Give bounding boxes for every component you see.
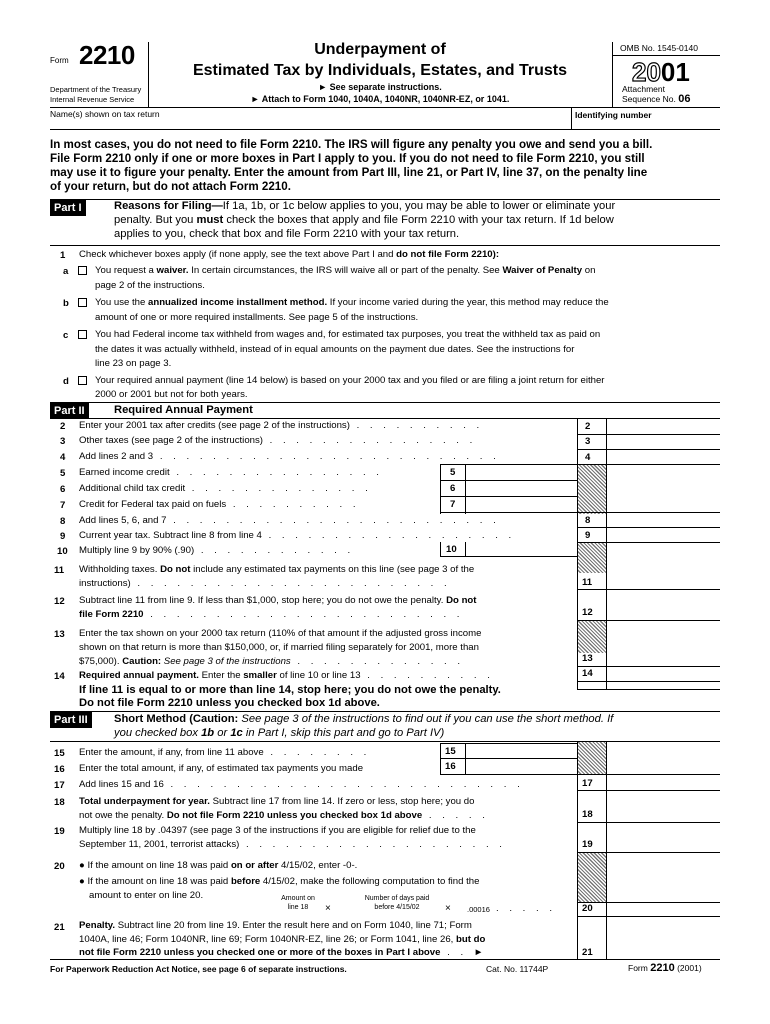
line-3-number: 3 [60,436,66,447]
attach-to: ► Attach to Form 1040, 1040A, 1040NR, 1040NR-EZ, or 1041. [250,94,510,104]
line-1a-letter: a [63,266,69,277]
line-16-number: 16 [54,764,65,775]
line-1d-letter: d [63,376,69,387]
part-1-text1: Reasons for Filing—If 1a, 1b, or 1c below applies to you, you may be able to lower or eliminate your [114,200,616,212]
line-19-text1: Multiply line 18 by .04397 (see page 3 of the instructions if you are eligible for relief due to the [79,825,476,836]
line-20-bullet2: ● If the amount on line 18 was paid before 4/15/02, make the following computation to find the [79,876,480,887]
line-21-input[interactable] [608,945,718,958]
tax-year-outline: 20 [632,57,661,87]
line-21-text3: not file Form 2210 unless you checked one or more of the boxes in Part I above . . ► [79,947,484,958]
line-4-number: 4 [60,452,66,463]
line-15-box-label: 15 [445,746,456,757]
line-21-number: 21 [54,922,65,933]
line-13-text1: Enter the tax shown on your 2000 tax return (110% of that amount if the adjusted gross income [79,628,482,639]
line-1b-text1: You use the annualized income installment method. If your income varied during the year, this method may reduce the [95,297,609,308]
line-13-box-label: 13 [582,653,593,664]
line-1d-text1: Your required annual payment (line 14 below) is based on your 2000 tax and you filed or are filing a joint return for either [95,375,605,386]
identifying-number-input[interactable] [575,119,718,129]
part-3-title2: you checked box 1b or 1c in Part I, skip this part and go to Part IV) [114,727,445,739]
tax-year [632,58,690,86]
line-6-text: Additional child tax credit . . . . . . . . . . . . . . [79,483,372,494]
line-20-times1: × [325,903,331,914]
line-4-text: Add lines 2 and 3 . . . . . . . . . . . . . . . . . . . . . . . . . . [79,451,500,462]
part-2-label: Part II [50,403,89,419]
line-5-box-label: 5 [450,467,456,478]
dept-line1: Department of the Treasury [50,85,142,94]
sequence-label: Sequence No. 06 [622,93,691,105]
line-12-text1: Subtract line 11 from line 9. If less than $1,000, stop here; you do not owe the penalty. Do not [79,595,477,606]
line-10-input[interactable] [467,543,575,555]
line-1-text: Check whichever boxes apply (if none apply, see the text above Part I and do not file Form 2210): [79,249,500,260]
line-2-input[interactable] [608,420,718,433]
line-19-number: 19 [54,826,65,837]
line-21-text2: 1040A, line 46; Form 1040NR, line 69; Form 1040NR-EZ, line 26; or Form 1041, line 26, but do [79,934,486,945]
line-14-input[interactable] [608,667,718,680]
checkbox-1a[interactable] [78,266,87,275]
line-7-number: 7 [60,500,66,511]
line-18-text2: not owe the penalty. Do not file Form 2210 unless you checked box 1d above . . . . . [79,810,489,821]
line-8-text: Add lines 5, 6, and 7 . . . . . . . . . . . . . . . . . . . . . . . . . [79,515,500,526]
line-20-bullet3: amount to enter on line 20. [89,890,204,901]
line-19-text2: September 11, 2001, terrorist attacks) . . . . . . . . . . . . . . . . . . . . [79,839,506,850]
line-11-box-label: 11 [582,577,593,588]
line-15-text: Enter the amount, if any, from line 11 above . . . . . . . . [79,747,371,758]
line-7-box-label: 7 [450,499,456,510]
omb-number: OMB No. 1545-0140 [620,43,698,53]
checkbox-1b[interactable] [78,298,87,307]
line-3-text: Other taxes (see page 2 of the instructions) . . . . . . . . . . . . . . . . [79,435,477,446]
stop-note-line2: Do not file Form 2210 unless you checked box 1d above. [79,697,380,709]
line-2-number: 2 [60,421,66,432]
line-10-number: 10 [57,546,68,557]
line-16-input[interactable] [467,760,575,773]
part-3-title1: Short Method (Caution: See page 3 of the instructions to find out if you can use the short method. If [114,713,614,725]
line-17-box-label: 17 [582,778,593,789]
line-1c-text2: the dates it was actually withheld, instead of in equal amounts on the payment due dates. See the instructions for [95,344,575,355]
line-13-input[interactable] [608,652,718,665]
line-11-input[interactable] [608,575,718,588]
line-20-box-label: 20 [582,903,593,914]
line-9-box-label: 9 [585,530,591,541]
line-5-number: 5 [60,468,66,479]
line-8-box-label: 8 [585,515,591,526]
see-instructions: ► See separate instructions. [318,82,442,92]
line-1d-text2: 2000 or 2001 but not for both years. [95,389,248,400]
line-1c-text1: You had Federal income tax withheld from wages and, for estimated tax purposes, you treat the withheld tax as paid on [95,329,601,340]
line-1b-letter: b [63,298,69,309]
line-12-number: 12 [54,596,65,607]
line-20-times2: × [445,903,451,914]
checkbox-1d[interactable] [78,376,87,385]
line-21-box-label: 21 [582,947,593,958]
line-13-number: 13 [54,629,65,640]
line-10-text: Multiply line 9 by 90% (.90) . . . . . . . . . . . . [79,545,355,556]
line-18-number: 18 [54,797,65,808]
line-3-input[interactable] [608,435,718,448]
identifying-number-label: Identifying number [575,110,652,120]
intro-line3: may use it to figure your penalty. Enter the amount from Part III, line 21, or Part IV, line 37, on the penalty line [50,166,648,179]
line-1c-letter: c [63,330,69,341]
line-17-text: Add lines 15 and 16 . . . . . . . . . . . . . . . . . . . . . . . . . . . [79,779,524,790]
line-15-input[interactable] [467,745,575,757]
part-1-text2: penalty. But you must check the boxes that apply and file Form 2210 with your tax return. If 1d below [114,214,614,226]
line-16-text: Enter the total amount, if any, of estimated tax payments you made [79,763,364,774]
line-6-box-label: 6 [450,483,456,494]
line-17-number: 17 [54,780,65,791]
line-18-text1: Total underpayment for year. Subtract line 17 from line 14. If zero or less, stop here; you do [79,796,475,807]
line-11-text1: Withholding taxes. Do not include any estimated tax payments on this line (see page 3 of the [79,564,475,575]
line-2-text: Enter your 2001 tax after credits (see page 2 of the instructions) . . . . . . . . . . [79,420,484,431]
form-word: Form [50,56,69,65]
name-input[interactable] [52,118,567,128]
line-7-input[interactable] [467,498,575,511]
line-20-rate: .00016 [467,905,490,914]
line-13-text3: $75,000). Caution: See page 3 of the instructions . . . . . . . . . . . . . [79,656,465,667]
paperwork-notice: For Paperwork Reduction Act Notice, see page 6 of separate instructions. [50,964,347,974]
line-15-number: 15 [54,748,65,759]
line-1-number: 1 [60,250,66,261]
stop-note-line1: If line 11 is equal to or more than line 14, stop here; you do not owe the penalty. [79,684,501,696]
footer-form-id: Form 2210 (2001) [628,962,702,974]
line-21-text1: Penalty. Subtract line 20 from line 19. Enter the result here and on Form 1040, line 71; Form [79,920,472,931]
name-shown-label: Name(s) shown on tax return [50,109,160,119]
line-14-text: Required annual payment. Enter the smaller of line 10 or line 13 . . . . . . . . . . [79,670,494,681]
line-9-input[interactable] [608,529,718,541]
catalog-number: Cat. No. 11744P [486,964,549,974]
intro-line1: In most cases, you do not need to file Form 2210. The IRS will figure any penalty you owe and send you a bill. [50,138,653,151]
line-14-number: 14 [54,671,65,682]
line-7-text: Credit for Federal tax paid on fuels . . . . . . . . . . [79,499,360,510]
line-3-box-label: 3 [585,436,591,447]
line-19-input[interactable] [608,838,718,851]
line-4-input[interactable] [608,451,718,463]
line-1a-text2: page 2 of the instructions. [95,280,205,291]
line-20-number: 20 [54,861,65,872]
line-11-number: 11 [54,565,65,576]
line-12-box-label: 12 [582,607,593,618]
tax-year-solid: 01 [660,57,690,87]
line-20-days-label: Number of days paid before 4/15/02 [364,895,430,911]
line-9-number: 9 [60,531,66,542]
line-11-text2: instructions) . . . . . . . . . . . . . . . . . . . . . . . . [79,578,451,589]
part-1-text3: applies to you, check that box and file Form 2210 with your tax return. [114,228,460,240]
line-10-box-label: 10 [446,544,457,555]
checkbox-1c[interactable] [78,330,87,339]
intro-line2: File Form 2210 only if one or more boxes in Part I apply to you. If you do not need to file Form 2210, you still [50,152,645,165]
line-13-text2: shown on that return is more than $150,000, or, if married filing separately for 2001, more than [79,642,479,653]
line-2-box-label: 2 [585,421,591,432]
line-9-text: Current year tax. Subtract line 8 from line 4 . . . . . . . . . . . . . . . . . . . [79,530,516,541]
line-4-box-label: 4 [585,452,591,463]
line-5-text: Earned income credit . . . . . . . . . . . . . . . . [79,467,383,478]
line-1b-text2: amount of one or more required installments. See page 5 of the instructions. [95,312,419,323]
line-12-input[interactable] [608,606,718,619]
line-18-box-label: 18 [582,809,593,820]
line-1a-text1: You request a waiver. In certain circumstances, the IRS will waive all or part of the penalty. See Waiver of Penalty on [95,265,596,276]
line-20-amount-label: Amount on line 18 [281,895,315,911]
form-number: 2210 [79,40,135,70]
part-3-label: Part III [50,712,92,728]
part-1-label: Part I [50,200,86,216]
line-5-input[interactable] [467,466,575,479]
line-6-input[interactable] [467,482,575,495]
line-18-input[interactable] [608,808,718,821]
attachment-label: Attachment [622,84,665,94]
line-14-box-label: 14 [582,668,593,679]
line-12-text2: file Form 2210 . . . . . . . . . . . . . . . . . . . . . . . . [79,609,464,620]
part-2-title: Required Annual Payment [114,404,253,416]
line-6-number: 6 [60,484,66,495]
form-title-line1: Underpayment of [314,41,446,58]
form-title-line2: Estimated Tax by Individuals, Estates, and Trusts [192,62,568,79]
line-8-input[interactable] [608,514,718,526]
line-20-bullet1: ● If the amount on line 18 was paid on or after 4/15/02, enter -0-. [79,860,358,871]
line-1c-text3: line 23 on page 3. [95,358,172,369]
line-16-box-label: 16 [445,761,456,772]
line-8-number: 8 [60,516,66,527]
line-19-box-label: 19 [582,839,593,850]
intro-line4: of your return, but do not attach Form 2210. [50,180,291,193]
line-20-input[interactable] [608,903,718,915]
dept-line2: Internal Revenue Service [50,95,135,104]
line-17-input[interactable] [608,776,718,789]
